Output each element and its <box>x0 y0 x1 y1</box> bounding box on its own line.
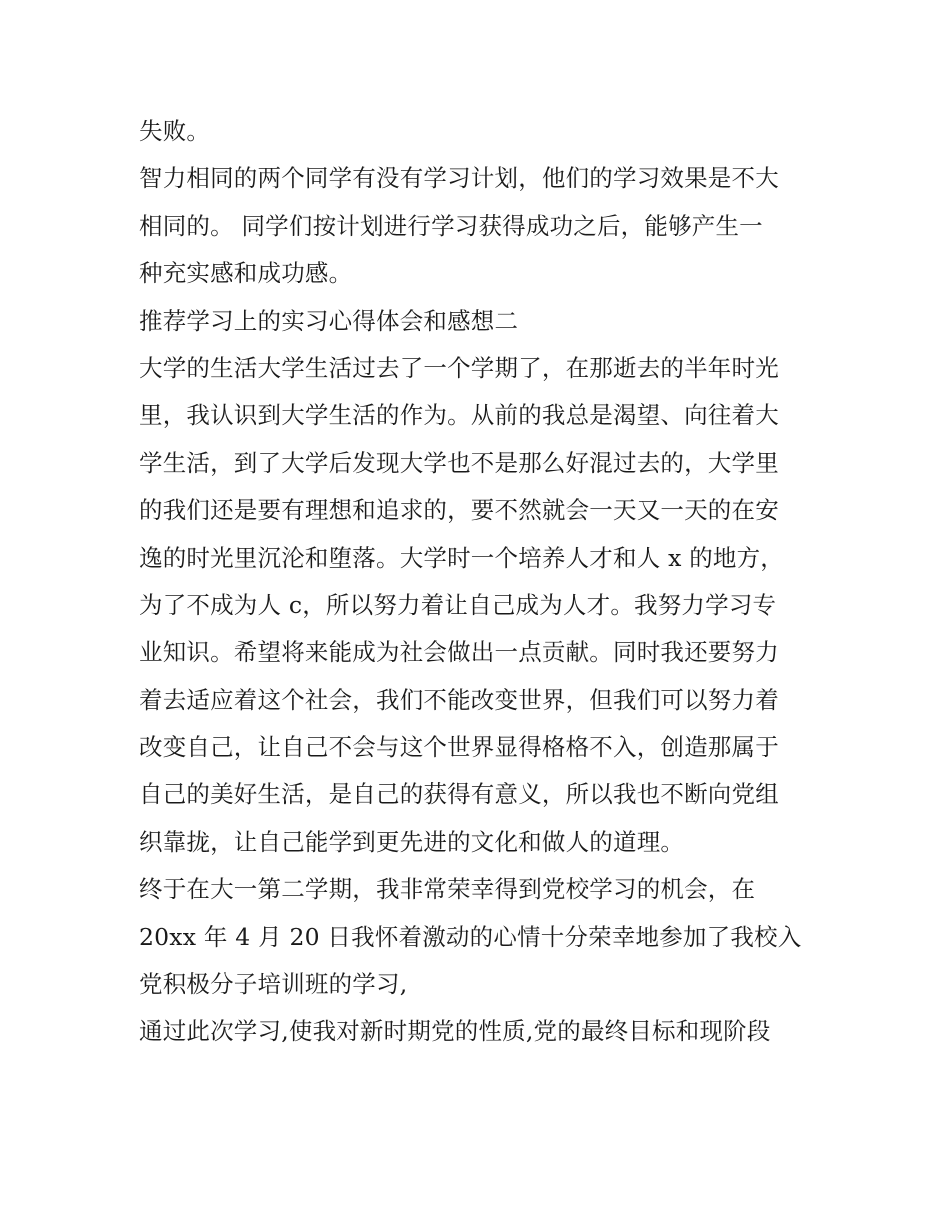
text-line: 大学的生活大学生活过去了一个学期了，在那逝去的半年时光 <box>139 353 779 382</box>
text-line: 业知识。希望将来能成为社会做出一点贡献。同时我还要努力 <box>139 638 779 667</box>
text-line: 自己的美好生活，是自己的获得有意义，所以我也不断向党组 <box>139 780 779 809</box>
text-line: 的我们还是要有理想和追求的，要不然就会一天又一天的在安 <box>139 496 779 525</box>
body-text <box>139 108 819 1056</box>
text-line: 失败。 <box>139 117 211 145</box>
text-line: 20xx 年 4 月 20 日我怀着激动的心情十分荣幸地参加了我校入 <box>139 922 802 951</box>
text-line: 织靠拢，让自己能学到更先进的文化和做人的道理。 <box>139 827 685 856</box>
section-heading: 推荐学习上的实习心得体会和感想二 <box>139 306 519 335</box>
text-line: 学生活，到了大学后发现大学也不是那么好混过去的，大学里 <box>139 448 779 477</box>
text-line: 着去适应着这个社会，我们不能改变世界，但我们可以努力着 <box>139 685 779 714</box>
text-line: 里，我认识到大学生活的作为。从前的我总是渴望、向往着大 <box>139 401 779 430</box>
text-line: 相同的。 同学们按计划进行学习获得成功之后，能够产生一 <box>139 211 763 240</box>
text-line: 种充实感和成功感。 <box>139 259 353 288</box>
text-line: 为了不成为人 c，所以努力着让自己成为人才。我努力学习专 <box>139 590 777 619</box>
text-line: 智力相同的两个同学有没有学习计划，他们的学习效果是不大 <box>139 164 779 193</box>
text-line: 终于在大一第二学期，我非常荣幸得到党校学习的机会，在 <box>139 875 756 904</box>
text-line: 党积极分子培训班的学习, <box>139 970 408 999</box>
text-line: 改变自己，让自己不会与这个世界显得格格不入，创造那属于 <box>139 733 779 762</box>
text-line: 通过此次学习,使我对新时期党的性质,党的最终目标和现阶段 <box>139 1017 771 1046</box>
text-line: 逸的时光里沉沦和堕落。大学时一个培养人才和人 x 的地方， <box>139 543 784 572</box>
